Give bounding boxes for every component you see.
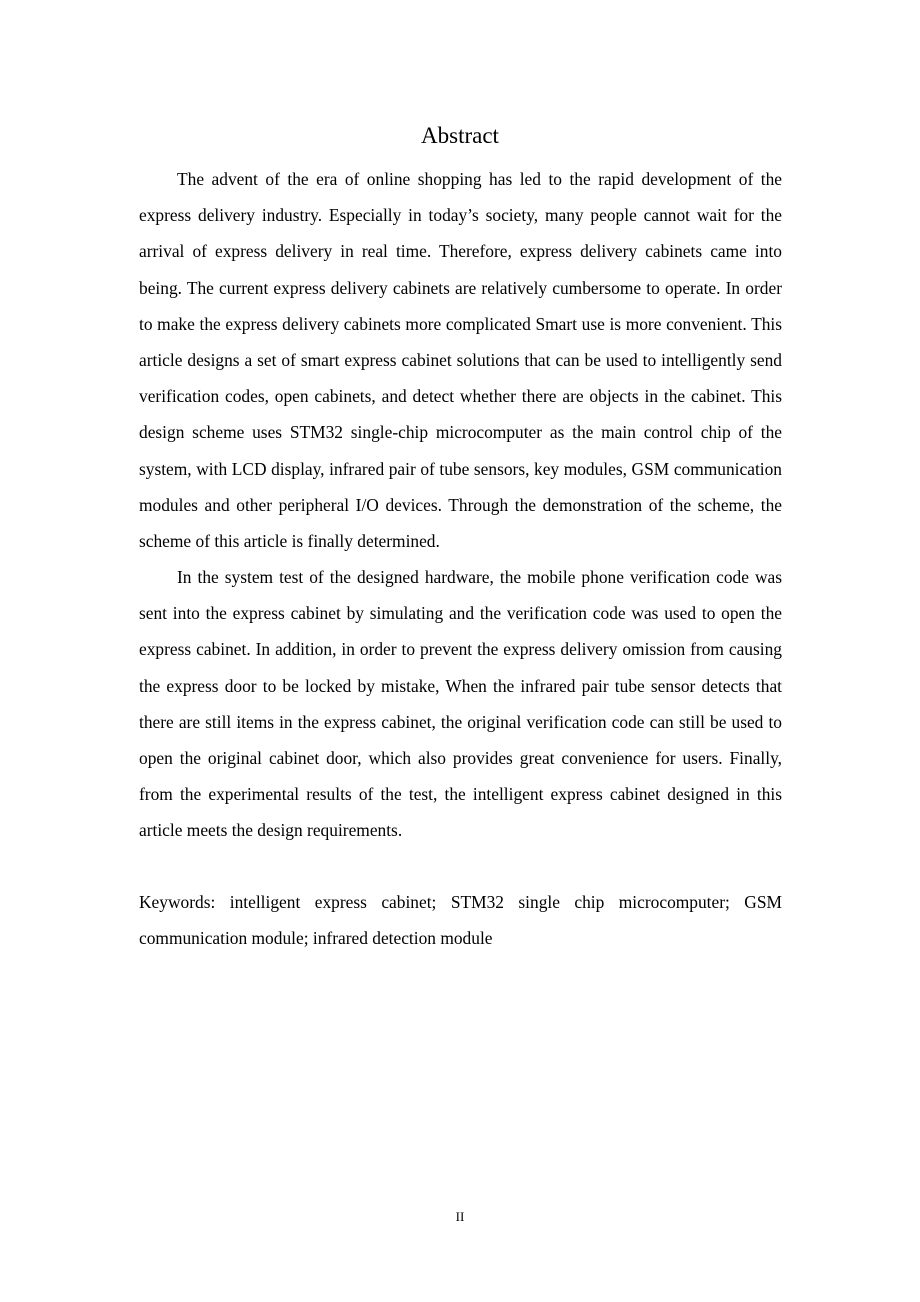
abstract-paragraph-2-container [139,559,782,849]
keywords-line: Keywords: intelligent express cabinet; STM32 single chip microcomputer; GSM communication module; infrared detection module [139,892,782,949]
abstract-paragraph-2: In the system test of the designed hardware, the mobile phone verification code was sent into the express cabinet by simulating and the verification code was used to open the express cabinet. In addition, in order to prevent the express delivery omission from causing the express door to be locked by mistake, When the infrared pair tube sensor detects that there are still items in the express cabinet, the original verification code can still be used to open the original cabinet door, which also provides great convenience for users. Finally, from the experimental results of the test, the intelligent express cabinet designed in this article meets the design requirements. [139,567,782,841]
page-number: II [455,1209,465,1224]
abstract-paragraph-1-container [139,161,782,559]
abstract-paragraph-1: The advent of the era of online shopping has led to the rapid development of the express delivery industry. Especially in today’s society, many people cannot wait for the arrival of express delivery in real time. Therefore, express delivery cabinets came into being. The current express delivery cabinets are relatively cumbersome to operate. In order to make the express delivery cabinets more complicated Smart use is more convenient. This article designs a set of smart express cabinet solutions that can be used to intelligently send verification codes, open cabinets, and detect whether there are objects in the cabinet. This design scheme uses STM32 single-chip microcomputer as the main control chip of the system, with LCD display, infrared pair of tube sensors, key modules, GSM communication modules and other peripheral I/O devices. Through the demonstration of the scheme, the scheme of this article is finally determined. [139,169,782,552]
abstract-title: Abstract [421,123,499,148]
